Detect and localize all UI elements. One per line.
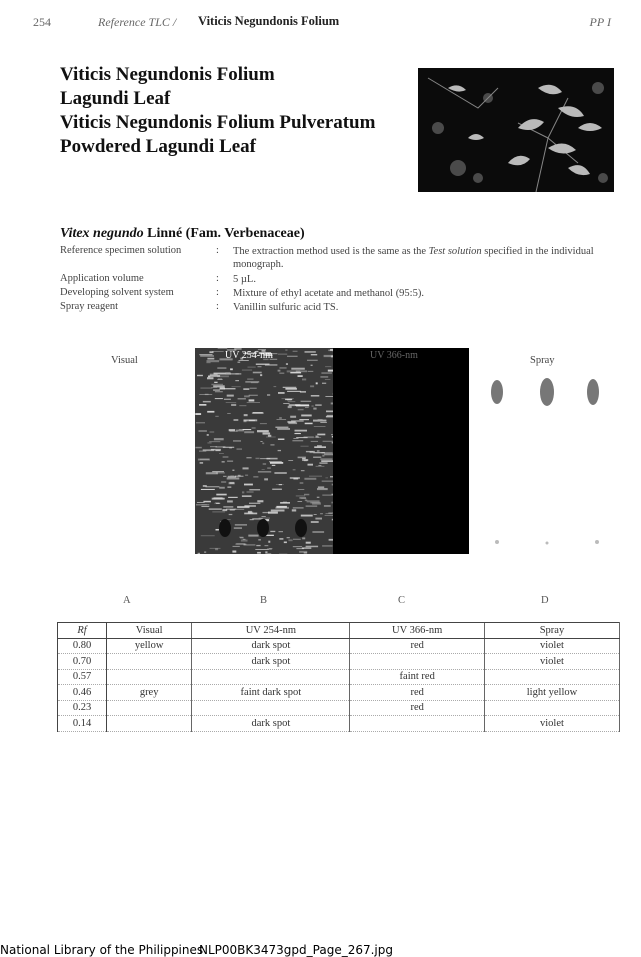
- cell-spray: violet: [484, 716, 619, 732]
- plate-uv254-image: [195, 348, 333, 554]
- param-label-reference-solution: Reference specimen solution: [60, 245, 182, 256]
- header-uv366: UV 366-nm: [350, 623, 485, 639]
- cell-uv254: faint dark spot: [192, 685, 350, 701]
- cell-uv254: dark spot: [192, 654, 350, 670]
- param-value-spray-reagent: Vanillin sulfuric acid TS.: [233, 302, 339, 313]
- param-value-text-end: specified in the individual monograph.: [233, 246, 594, 270]
- param-colon: :: [216, 287, 219, 298]
- rf-table: [57, 622, 620, 732]
- cell-spray: violet: [484, 638, 619, 654]
- page-number: 254: [33, 15, 51, 29]
- cell-uv366: red: [350, 685, 485, 701]
- header-rf: Rf: [58, 623, 107, 639]
- cell-visual: [107, 654, 192, 670]
- cell-uv254: [192, 669, 350, 685]
- table-row: [58, 669, 620, 685]
- header-visual: Visual: [107, 623, 192, 639]
- cell-visual: grey: [107, 685, 192, 701]
- cell-rf: 0.80: [58, 638, 107, 654]
- param-label-solvent-system: Developing solvent system: [60, 287, 174, 298]
- cell-rf: 0.46: [58, 685, 107, 701]
- table-row: [58, 685, 620, 701]
- column-letter-c: C: [398, 595, 406, 606]
- cell-spray: [484, 669, 619, 685]
- cell-visual: [107, 700, 192, 716]
- cell-visual: yellow: [107, 638, 192, 654]
- plate-uv254-texture: [195, 348, 333, 554]
- plate-label-uv366: UV 366-nm: [370, 350, 418, 361]
- param-label-spray-reagent: Spray reagent: [60, 301, 119, 312]
- plate-label-spray: Spray: [530, 355, 555, 366]
- running-header-title: Viticis Negundonis Folium: [198, 14, 340, 28]
- cell-uv254: [192, 700, 350, 716]
- table-row: [58, 654, 620, 670]
- table-header-row: [58, 623, 620, 639]
- param-value-italic: Test solution: [428, 246, 482, 257]
- cell-uv366: [350, 654, 485, 670]
- cell-uv254: dark spot: [192, 716, 350, 732]
- column-letter-b: B: [260, 595, 268, 606]
- cell-uv366: red: [350, 638, 485, 654]
- running-header-reference: Reference TLC /: [98, 15, 177, 29]
- species-author: Linné (Fam. Verbenaceae): [147, 226, 305, 241]
- running-header-code: PP I: [589, 15, 611, 29]
- param-value-reference-solution: [233, 245, 603, 271]
- monograph-title-english: Lagundi Leaf: [60, 88, 171, 109]
- monograph-title-powder-latin: Viticis Negundonis Folium Pulveratum: [60, 112, 376, 133]
- cell-spray: light yellow: [484, 685, 619, 701]
- cell-rf: 0.23: [58, 700, 107, 716]
- header-spray: Spray: [484, 623, 619, 639]
- param-label-application-volume: Application volume: [60, 273, 144, 284]
- param-colon: :: [216, 301, 219, 312]
- cell-rf: 0.70: [58, 654, 107, 670]
- cell-uv366: [350, 716, 485, 732]
- param-value-application-volume: 5 µL.: [233, 274, 256, 285]
- plate-label-uv254: UV 254-nm: [225, 350, 273, 361]
- footer-filename: NLP00BK3473gpd_Page_267.jpg: [199, 943, 393, 957]
- header-uv254: UV 254-nm: [192, 623, 350, 639]
- param-colon: :: [216, 273, 219, 284]
- param-colon: :: [216, 245, 219, 256]
- cell-rf: 0.14: [58, 716, 107, 732]
- plate-uv366-image: [333, 348, 469, 554]
- plate-spray-image: [470, 370, 620, 555]
- param-value-solvent-system: Mixture of ethyl acetate and methanol (95:5).: [233, 288, 424, 299]
- column-letter-d: D: [541, 595, 549, 606]
- cell-visual: [107, 716, 192, 732]
- monograph-title-latin: Viticis Negundonis Folium: [60, 64, 275, 85]
- species-heading: [60, 226, 305, 242]
- plate-label-visual: Visual: [111, 355, 138, 366]
- footer-library: National Library of the Philippines: [0, 943, 204, 957]
- cell-visual: [107, 669, 192, 685]
- table-row: [58, 716, 620, 732]
- cell-uv254: dark spot: [192, 638, 350, 654]
- cell-uv366: red: [350, 700, 485, 716]
- column-letter-a: A: [123, 595, 131, 606]
- param-value-text: The extraction method used is the same as the: [233, 246, 429, 257]
- monograph-title-powder-english: Powdered Lagundi Leaf: [60, 136, 257, 157]
- cell-rf: 0.57: [58, 669, 107, 685]
- plant-photo: [418, 68, 614, 192]
- cell-uv366: faint red: [350, 669, 485, 685]
- plant-photo-image: [418, 68, 614, 192]
- species-name: Vitex negundo: [60, 226, 144, 241]
- cell-spray: violet: [484, 654, 619, 670]
- table-row: [58, 700, 620, 716]
- cell-spray: [484, 700, 619, 716]
- table-row: [58, 638, 620, 654]
